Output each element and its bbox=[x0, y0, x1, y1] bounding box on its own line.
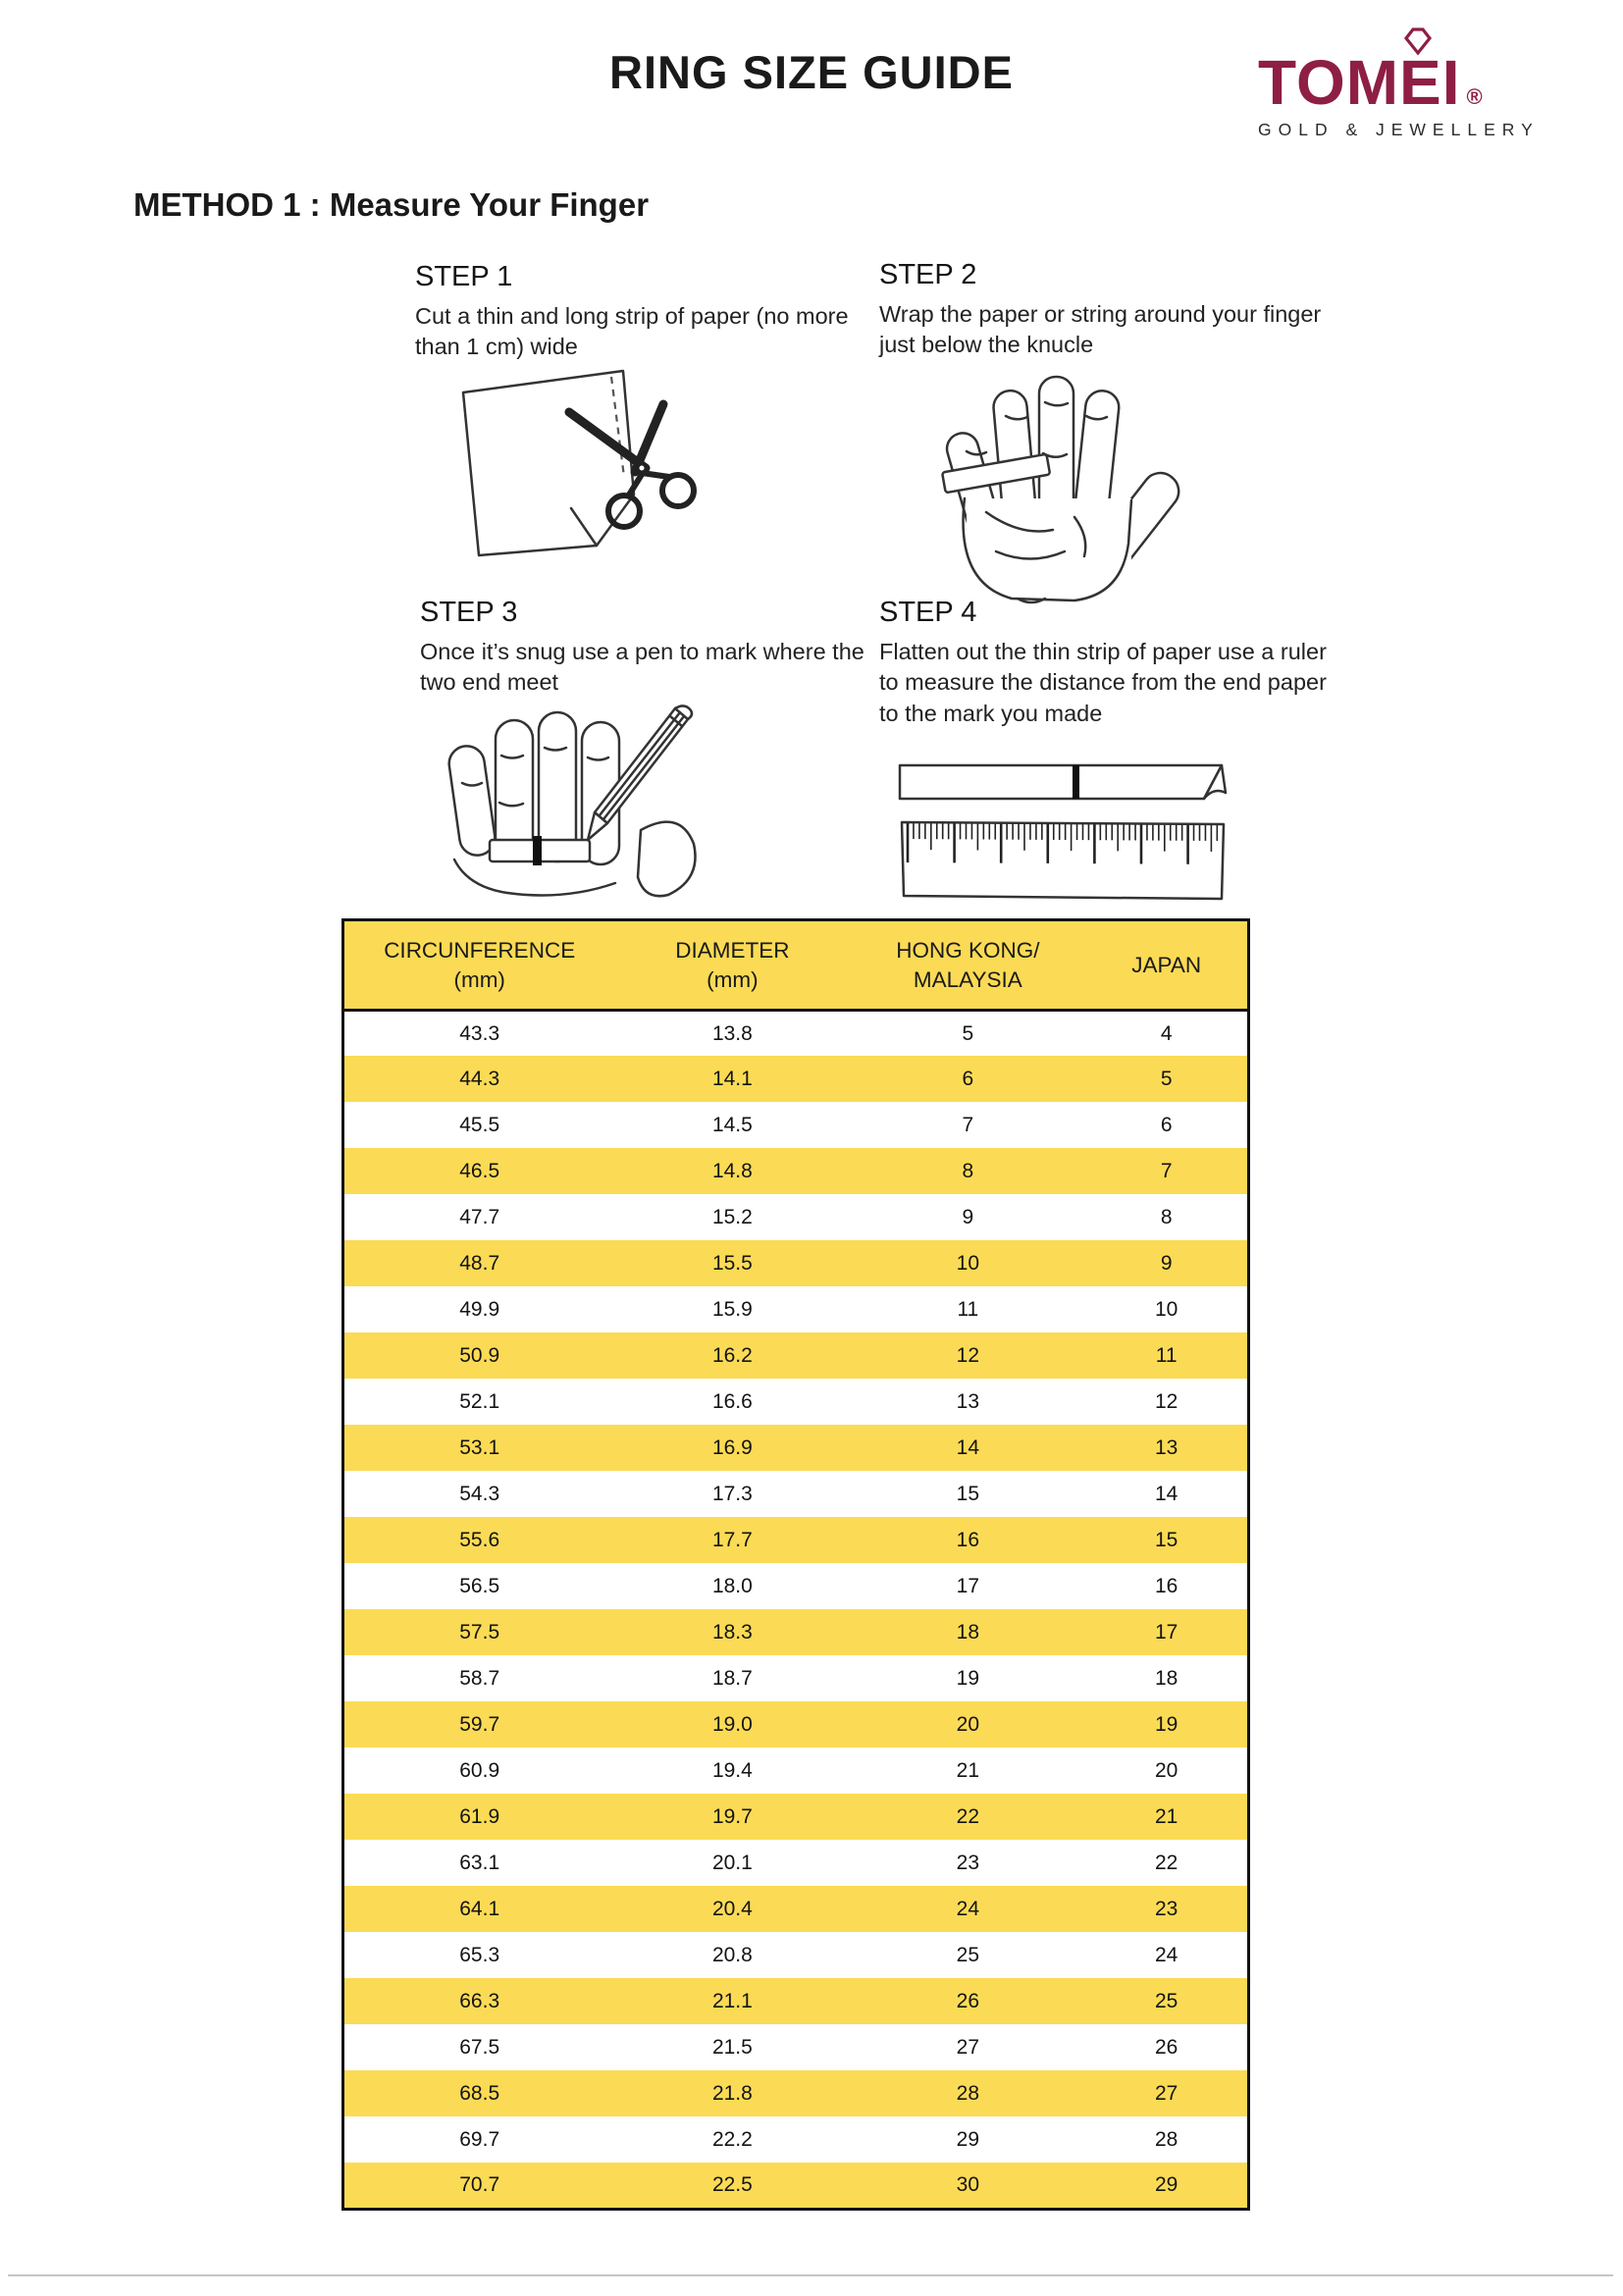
table-cell: 14.8 bbox=[711, 1159, 753, 1182]
table-cell: 15 bbox=[1154, 1528, 1178, 1551]
step-1-text: Cut a thin and long strip of paper (no more than 1 cm) wide bbox=[415, 303, 849, 360]
table-cell: 56.5 bbox=[459, 1574, 500, 1597]
table-cell: 44.3 bbox=[459, 1067, 500, 1090]
table-row bbox=[343, 1517, 1249, 1563]
brand-wordmark: TOMEI bbox=[1258, 47, 1461, 118]
table-header-row bbox=[343, 920, 1249, 1011]
table-row bbox=[343, 1840, 1249, 1886]
table-cell: 14.5 bbox=[711, 1113, 753, 1136]
column-header-diameter: DIAMETER (mm) bbox=[614, 920, 850, 1011]
diamond-icon bbox=[1396, 26, 1440, 57]
table-cell: 5 bbox=[1160, 1067, 1173, 1090]
step-4-text: Flatten out the thin strip of paper use a ruler to measure the distance from the end paper to the mark you made bbox=[879, 639, 1327, 726]
step-2-label: STEP 2 bbox=[879, 259, 977, 290]
table-cell: 25 bbox=[1154, 1989, 1178, 2012]
table-cell: 17.3 bbox=[711, 1482, 753, 1505]
open-hand-paper-strip-icon bbox=[927, 355, 1184, 605]
table-cell: 6 bbox=[962, 1067, 974, 1090]
table-cell: 29 bbox=[1154, 2173, 1178, 2196]
brand-logo bbox=[1258, 47, 1562, 140]
table-cell: 15.9 bbox=[711, 1297, 753, 1321]
table-row bbox=[343, 1286, 1249, 1332]
table-row bbox=[343, 2116, 1249, 2163]
table-cell: 65.3 bbox=[459, 1943, 500, 1966]
table-row bbox=[343, 1240, 1249, 1286]
paper-strip-and-ruler-icon bbox=[888, 754, 1241, 906]
ruler-icon bbox=[902, 822, 1224, 899]
table-cell: 61.9 bbox=[459, 1804, 500, 1828]
page-title: RING SIZE GUIDE bbox=[609, 46, 1014, 98]
table-row bbox=[343, 1794, 1249, 1840]
table-cell: 12 bbox=[956, 1343, 980, 1367]
table-cell: 14 bbox=[956, 1435, 980, 1459]
table-cell: 70.7 bbox=[459, 2173, 500, 2196]
table-cell: 21 bbox=[1154, 1804, 1178, 1828]
table-cell: 28 bbox=[956, 2081, 980, 2105]
table-row bbox=[343, 1701, 1249, 1748]
table-cell: 14 bbox=[1154, 1482, 1178, 1505]
table-cell: 57.5 bbox=[459, 1620, 500, 1644]
table-cell: 30 bbox=[956, 2173, 980, 2196]
table-row bbox=[343, 1332, 1249, 1379]
table-cell: 21.8 bbox=[711, 2081, 753, 2105]
table-row bbox=[343, 1425, 1249, 1471]
table-cell: 27 bbox=[956, 2035, 980, 2059]
table-cell: 17 bbox=[956, 1574, 980, 1597]
table-row bbox=[343, 2024, 1249, 2070]
table-row bbox=[343, 1102, 1249, 1148]
table-cell: 46.5 bbox=[459, 1159, 500, 1182]
step-4-block bbox=[879, 597, 1340, 729]
footer-rule bbox=[8, 2274, 1613, 2276]
table-cell: 19 bbox=[956, 1666, 980, 1690]
table-cell: 4 bbox=[1160, 1021, 1173, 1045]
table-cell: 9 bbox=[962, 1205, 974, 1228]
table-cell: 52.1 bbox=[459, 1389, 500, 1413]
table-cell: 23 bbox=[956, 1851, 980, 1874]
table-cell: 26 bbox=[956, 1989, 980, 2012]
table-cell: 18 bbox=[956, 1620, 980, 1644]
table-cell: 48.7 bbox=[459, 1251, 500, 1275]
table-cell: 13.8 bbox=[711, 1021, 753, 1045]
table-row bbox=[343, 1148, 1249, 1194]
table-cell: 10 bbox=[1154, 1297, 1178, 1321]
table-cell: 22.2 bbox=[711, 2127, 753, 2151]
table-row bbox=[343, 1609, 1249, 1655]
table-cell: 11 bbox=[1155, 1343, 1178, 1367]
table-cell: 43.3 bbox=[459, 1021, 500, 1045]
table-row bbox=[343, 1471, 1249, 1517]
step-1-label: STEP 1 bbox=[415, 261, 513, 292]
table-cell: 20 bbox=[1154, 1758, 1178, 1782]
table-cell: 28 bbox=[1154, 2127, 1178, 2151]
table-cell: 15.2 bbox=[711, 1205, 753, 1228]
table-row bbox=[343, 1194, 1249, 1240]
table-cell: 15 bbox=[956, 1482, 980, 1505]
table-row bbox=[343, 1056, 1249, 1102]
scissors-cutting-paper-icon bbox=[422, 351, 736, 601]
table-row bbox=[343, 1655, 1249, 1701]
table-row bbox=[343, 1563, 1249, 1609]
table-cell: 68.5 bbox=[459, 2081, 500, 2105]
table-cell: 58.7 bbox=[459, 1666, 500, 1690]
paper-strip-icon bbox=[900, 765, 1226, 799]
table-cell: 19.7 bbox=[711, 1804, 753, 1828]
table-row bbox=[343, 1379, 1249, 1425]
table-cell: 24 bbox=[1154, 1943, 1178, 1966]
table-cell: 15.5 bbox=[711, 1251, 753, 1275]
table-cell: 21.5 bbox=[711, 2035, 753, 2059]
table-cell: 16.2 bbox=[711, 1343, 753, 1367]
table-cell: 22 bbox=[956, 1804, 980, 1828]
table-cell: 7 bbox=[1160, 1159, 1173, 1182]
table-cell: 19.0 bbox=[711, 1712, 753, 1736]
table-cell: 18.7 bbox=[711, 1666, 753, 1690]
size-table bbox=[341, 918, 1250, 2211]
table-cell: 14.1 bbox=[711, 1067, 753, 1090]
table-cell: 5 bbox=[962, 1021, 974, 1045]
brand-tagline: GOLD & JEWELLERY bbox=[1258, 120, 1540, 139]
method-heading: METHOD 1 : Measure Your Finger bbox=[133, 186, 650, 223]
column-header-japan: JAPAN bbox=[1085, 920, 1248, 1011]
table-cell: 11 bbox=[957, 1297, 979, 1321]
step-4-label: STEP 4 bbox=[879, 597, 977, 628]
table-cell: 29 bbox=[956, 2127, 980, 2151]
table-cell: 19 bbox=[1154, 1712, 1178, 1736]
step-3-label: STEP 3 bbox=[420, 597, 518, 628]
table-row bbox=[343, 1748, 1249, 1794]
table-cell: 26 bbox=[1154, 2035, 1178, 2059]
table-cell: 21.1 bbox=[711, 1989, 753, 2012]
table-cell: 22 bbox=[1154, 1851, 1178, 1874]
table-cell: 8 bbox=[962, 1159, 974, 1182]
table-cell: 45.5 bbox=[459, 1113, 500, 1136]
table-cell: 20.8 bbox=[711, 1943, 753, 1966]
table-row bbox=[343, 1978, 1249, 2024]
table-cell: 13 bbox=[1154, 1435, 1178, 1459]
step-1-block bbox=[415, 261, 876, 363]
table-cell: 17.7 bbox=[711, 1528, 753, 1551]
table-cell: 16.6 bbox=[711, 1389, 753, 1413]
table-cell: 54.3 bbox=[459, 1482, 500, 1505]
table-cell: 17 bbox=[1154, 1620, 1178, 1644]
table-cell: 18.0 bbox=[711, 1574, 753, 1597]
size-table-body bbox=[343, 1010, 1249, 2209]
table-cell: 20.4 bbox=[711, 1897, 753, 1920]
table-cell: 69.7 bbox=[459, 2127, 500, 2151]
table-cell: 49.9 bbox=[459, 1297, 500, 1321]
table-cell: 60.9 bbox=[459, 1758, 500, 1782]
table-cell: 25 bbox=[956, 1943, 980, 1966]
table-cell: 12 bbox=[1154, 1389, 1178, 1413]
column-header-circumference: CIRCUNFERENCE (mm) bbox=[343, 920, 615, 1011]
table-cell: 22.5 bbox=[711, 2173, 753, 2196]
table-cell: 6 bbox=[1160, 1113, 1173, 1136]
table-cell: 47.7 bbox=[459, 1205, 500, 1228]
table-cell: 18.3 bbox=[711, 1620, 753, 1644]
table-row bbox=[343, 1932, 1249, 1978]
table-cell: 7 bbox=[962, 1113, 974, 1136]
registered-mark-icon: ® bbox=[1466, 84, 1483, 109]
table-cell: 19.4 bbox=[711, 1758, 753, 1782]
table-cell: 10 bbox=[956, 1251, 980, 1275]
table-cell: 27 bbox=[1154, 2081, 1178, 2105]
table-cell: 20 bbox=[956, 1712, 980, 1736]
step-3-block bbox=[420, 597, 881, 699]
table-cell: 16 bbox=[956, 1528, 980, 1551]
table-cell: 16 bbox=[1154, 1574, 1178, 1597]
table-cell: 8 bbox=[1160, 1205, 1173, 1228]
table-cell: 18 bbox=[1154, 1666, 1178, 1690]
table-cell: 21 bbox=[956, 1758, 980, 1782]
table-cell: 66.3 bbox=[459, 1989, 500, 2012]
column-header-hongkong-malaysia: HONG KONG/ MALAYSIA bbox=[850, 920, 1085, 1011]
table-row bbox=[343, 2070, 1249, 2116]
table-row bbox=[343, 1886, 1249, 1932]
table-cell: 64.1 bbox=[459, 1897, 500, 1920]
table-cell: 23 bbox=[1154, 1897, 1178, 1920]
step-3-text: Once it’s snug use a pen to mark where the two end meet bbox=[420, 639, 864, 696]
table-cell: 20.1 bbox=[711, 1851, 753, 1874]
hand-pen-marking-icon bbox=[446, 685, 726, 906]
table-cell: 9 bbox=[1160, 1251, 1173, 1275]
table-row bbox=[343, 2163, 1249, 2209]
table-cell: 13 bbox=[956, 1389, 980, 1413]
table-cell: 50.9 bbox=[459, 1343, 500, 1367]
table-cell: 16.9 bbox=[711, 1435, 753, 1459]
table-cell: 59.7 bbox=[459, 1712, 500, 1736]
table-cell: 67.5 bbox=[459, 2035, 500, 2059]
table-cell: 53.1 bbox=[459, 1435, 500, 1459]
table-cell: 63.1 bbox=[459, 1851, 500, 1874]
step-2-block bbox=[879, 259, 1340, 361]
table-cell: 24 bbox=[956, 1897, 980, 1920]
table-row bbox=[343, 1010, 1249, 1056]
step-2-text: Wrap the paper or string around your finger just below the knucle bbox=[879, 301, 1322, 358]
table-cell: 55.6 bbox=[459, 1528, 500, 1551]
